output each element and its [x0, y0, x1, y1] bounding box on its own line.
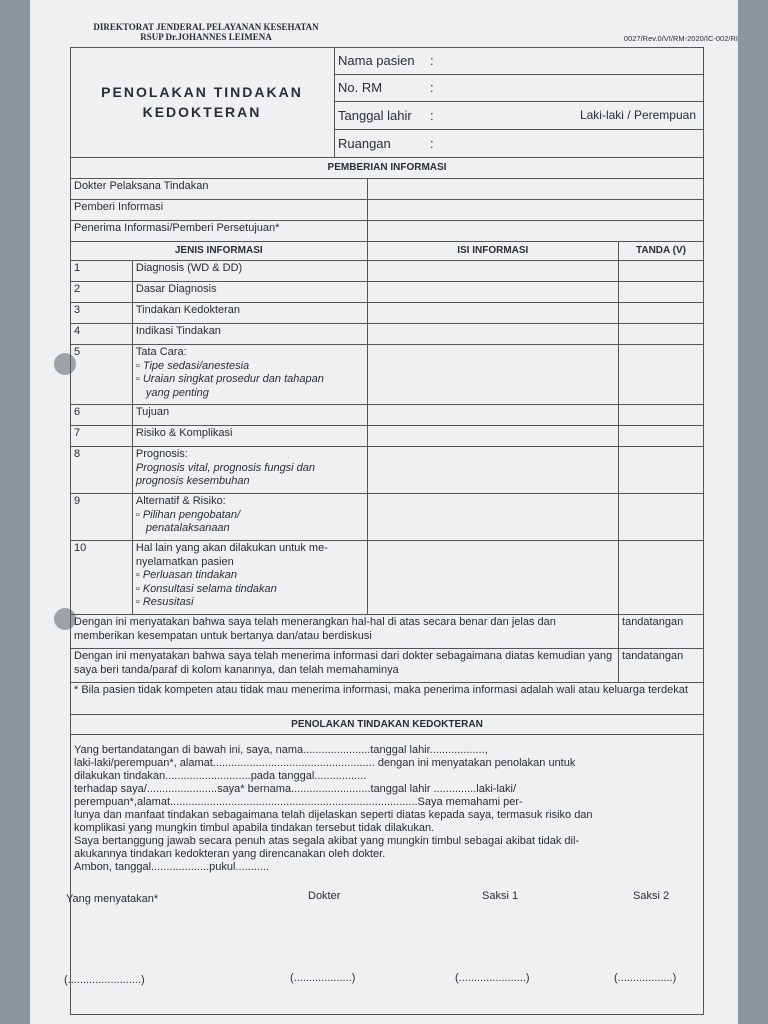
doctor-statement: Dengan ini menyatakan bahwa saya telah menerangkan hal-hal di atas secara benar dan jelas dan memberikan kesempatan untuk bertanya dan/atau berdiskusi [71, 615, 619, 649]
mark-cell[interactable] [619, 282, 704, 303]
signature-line-witness2[interactable]: (..................) [614, 972, 677, 984]
refusal-line: komplikasi yang mungkin timbul apabila tindakan tersebut tidak dilakukan. [74, 822, 435, 834]
row-label-main: Alternatif & Risiko: [135, 495, 226, 507]
row-label [132, 541, 367, 615]
content-cell[interactable] [367, 282, 619, 303]
mark-cell[interactable] [619, 426, 704, 447]
row-label: Diagnosis (WD & DD) [132, 261, 367, 282]
row-sub-item: ▫ Uraian singkat prosedur dan tahapan [135, 373, 324, 385]
patient-info-box [335, 47, 704, 157]
col-type-header: JENIS INFORMASI [71, 242, 368, 261]
row-number: 10 [71, 541, 133, 615]
title-line-1: PENOLAKAN TINDAKAN [101, 84, 303, 100]
signature-cell[interactable]: tandatangan [619, 615, 704, 649]
content-cell[interactable] [367, 426, 619, 447]
row-label-main: Prognosis: [135, 448, 188, 460]
row-number: 7 [71, 426, 133, 447]
row-number: 3 [71, 303, 133, 324]
row-number: 2 [71, 282, 133, 303]
row-label: Dasar Diagnosis [132, 282, 367, 303]
organization-header [56, 22, 356, 42]
receiver-field[interactable] [367, 221, 703, 242]
colon: : [430, 80, 434, 96]
row-label: Tindakan Kedokteran [132, 303, 367, 324]
gender-option[interactable]: Laki-laki / Perempuan [579, 108, 696, 123]
colon: : [430, 107, 434, 123]
doctor-field[interactable] [367, 179, 703, 200]
refusal-line: Ambon, tanggal...................pukul........... [74, 861, 270, 873]
title-line-2: KEDOKTERAN [142, 104, 262, 120]
signature-line-patient[interactable]: (........................) [64, 974, 145, 986]
mark-cell[interactable] [619, 303, 704, 324]
row-sub-item: yang penting [145, 386, 209, 399]
receiver-statement: Dengan ini menyatakan bahwa saya telah menerima informasi dari dokter sebagaimana diatas kemudian yang saya beri tanda/paraf di kolom kanannya, dan telah memahaminya [71, 649, 619, 683]
row-sub-item: prognosis kesembuhan [135, 475, 250, 487]
content-cell[interactable] [367, 345, 619, 405]
mark-cell[interactable] [619, 494, 704, 541]
row-label: Risiko & Komplikasi [132, 426, 367, 447]
signer-witness1-label: Saksi 1 [482, 890, 519, 902]
content-cell[interactable] [367, 541, 619, 615]
signer-patient-label: Yang menyatakan* [66, 893, 159, 905]
mark-cell[interactable] [619, 447, 704, 494]
row-number: 8 [71, 447, 133, 494]
room-row[interactable] [335, 130, 704, 158]
row-label [132, 447, 367, 494]
mark-cell[interactable] [619, 541, 704, 615]
row-sub-item: Prognosis vital, prognosis fungsi dan [135, 461, 316, 474]
row-sub-item: penatalaksanaan [145, 522, 230, 534]
signature-line-witness1[interactable]: (......................) [455, 972, 530, 984]
patient-name-row[interactable] [335, 47, 704, 75]
row-label-main: Tata Cara: [135, 346, 187, 358]
rm-label: No. RM [338, 80, 383, 96]
mark-cell[interactable] [619, 261, 704, 282]
row-sub-item: ▫ Konsultasi selama tindakan [135, 582, 277, 595]
row-sub-item: ▫ Perluasan tindakan [135, 569, 238, 581]
org-line-1: DIREKTORAT JENDERAL PELAYANAN KESEHATAN [93, 22, 319, 32]
row-sub-item: ▫ Pilihan pengobatan/ [135, 508, 241, 521]
org-line-2: RSUP Dr.JOHANNES LEIMENA [140, 32, 272, 42]
mark-cell[interactable] [619, 345, 704, 405]
refusal-line: dilakukan tindakan............................pada tanggal................. [74, 770, 367, 782]
refusal-line: akukannya tindakan kedokteran yang direncanakan oleh dokter. [74, 848, 386, 860]
row-label: Indikasi Tindakan [132, 324, 367, 345]
dob-label: Tanggal lahir [338, 107, 412, 123]
row-label-main: nyelamatkan pasien [135, 555, 234, 568]
room-label: Ruangan [338, 135, 391, 151]
refusal-line: terhadap saya/.......................saya* bernama..........................tanggal lahir ..............laki-laki/ [74, 783, 517, 795]
row-sub-item: ▫ Tipe sedasi/anestesia [135, 359, 250, 372]
refusal-line: Yang bertandatangan di bawah ini, saya, nama......................tanggal lahir.................., [74, 744, 488, 756]
row-number: 5 [71, 345, 133, 405]
dob-row[interactable] [335, 102, 704, 130]
refusal-line: perempuan*,alamat.................................................................................Saya memahami per- [74, 796, 523, 808]
signature-cell[interactable]: tandatangan [619, 649, 704, 683]
colon: : [430, 135, 434, 151]
row-label: Tujuan [132, 405, 367, 426]
row-number: 6 [71, 405, 133, 426]
giver-field[interactable] [367, 200, 703, 221]
form-title [70, 47, 335, 157]
content-cell[interactable] [367, 324, 619, 345]
row-sub-item: ▫ Resusitasi [135, 596, 194, 608]
mark-cell[interactable] [619, 405, 704, 426]
rm-row[interactable] [335, 75, 704, 103]
signer-witness2-label: Saksi 2 [633, 890, 670, 902]
content-cell[interactable] [367, 447, 619, 494]
signer-doctor-label: Dokter [308, 890, 341, 902]
col-content-header: ISI INFORMASI [367, 242, 619, 261]
refusal-heading: PENOLAKAN TINDAKAN KEDOKTERAN [71, 715, 704, 735]
content-cell[interactable] [367, 494, 619, 541]
refusal-statement[interactable] [70, 742, 704, 876]
form-code: 0027/Rev.0/VI/RM-2020/IC-002/RI [623, 34, 738, 43]
row-number: 4 [71, 324, 133, 345]
row-label [132, 494, 367, 541]
content-cell[interactable] [367, 303, 619, 324]
mark-cell[interactable] [619, 324, 704, 345]
patient-name-label: Nama pasien [338, 52, 415, 68]
refusal-line: Saya bertanggung jawab secara penuh atas segala akibat yang mungkin timbul sebagai akibat tidak dil- [74, 835, 580, 847]
content-cell[interactable] [367, 261, 619, 282]
row-number: 1 [71, 261, 133, 282]
receiver-label: Penerima Informasi/Pemberi Persetujuan* [71, 221, 368, 242]
doctor-label: Dokter Pelaksana Tindakan [71, 179, 368, 200]
signature-line-doctor[interactable]: (...................) [290, 972, 356, 984]
giver-label: Pemberi Informasi [71, 200, 368, 221]
footnote: * Bila pasien tidak kompeten atau tidak mau menerima informasi, maka penerima informasi adalah wali atau keluarga terdekat [71, 683, 704, 715]
row-label-main: Hal lain yang akan dilakukan untuk me- [135, 542, 328, 554]
info-section-heading: PEMBERIAN INFORMASI [71, 158, 704, 179]
content-cell[interactable] [367, 405, 619, 426]
row-number: 9 [71, 494, 133, 541]
colon: : [430, 52, 434, 68]
info-table [70, 157, 704, 735]
refusal-line: laki-laki/perempuan*, alamat..................................................... dengan ini menyatakan penolakan untuk [74, 757, 576, 769]
row-label [132, 345, 367, 405]
col-mark-header: TANDA (V) [619, 242, 704, 261]
refusal-line: lunya dan manfaat tindakan sebagaimana telah dijelaskan seperti diatas kepada saya, termasuk risiko dan [74, 809, 593, 821]
